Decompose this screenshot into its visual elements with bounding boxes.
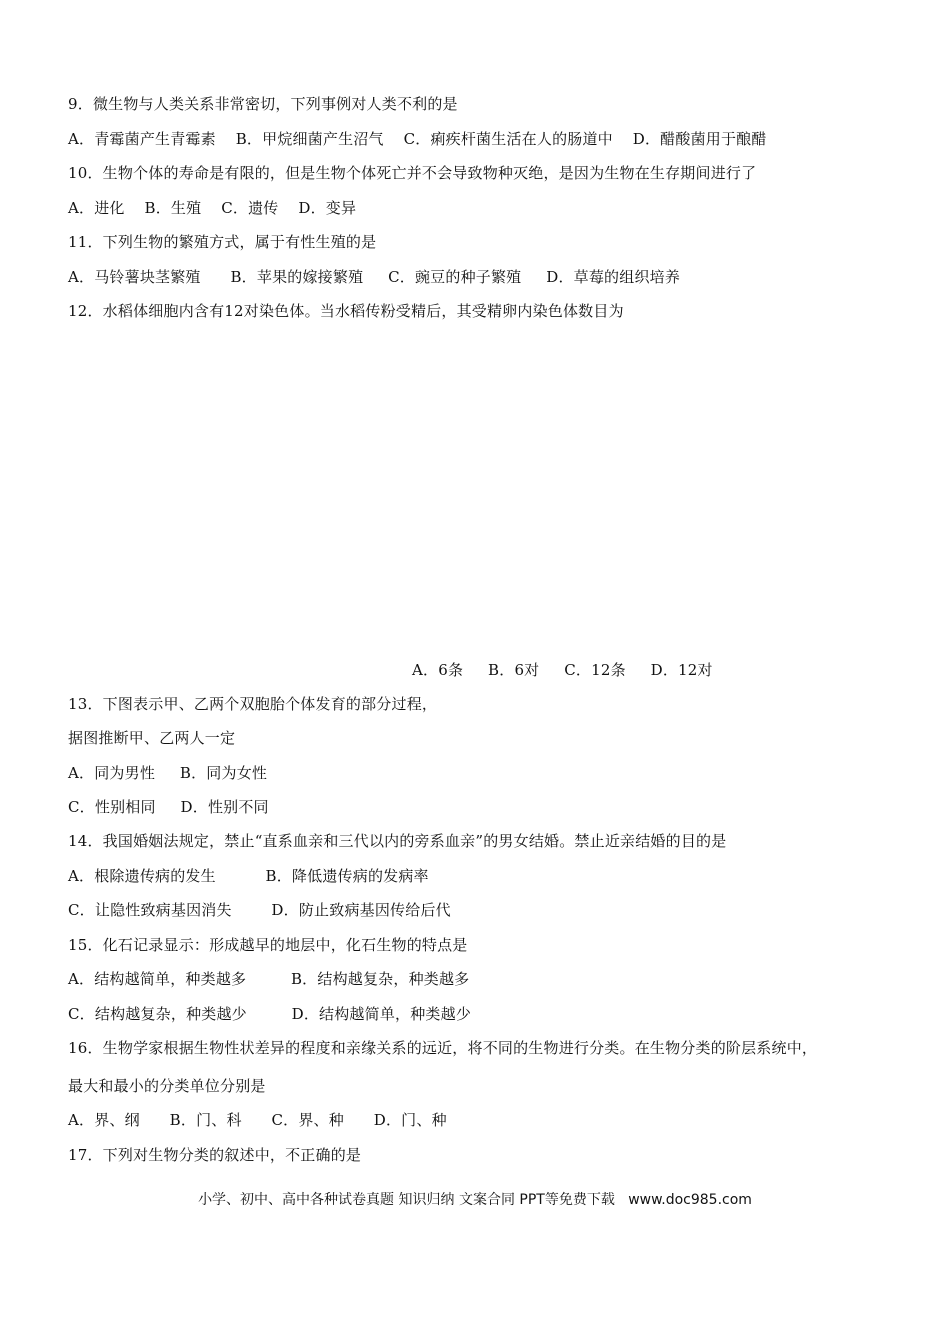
- question-9-options: A．青霉菌产生青霉素 B．甲烷细菌产生沼气 C．痢疾杆菌生活在人的肠道中 D．醋酸菌用于酿醋: [68, 130, 767, 148]
- question-15-options-ab: A．结构越简单，种类越多 B．结构越复杂，种类越多: [68, 970, 470, 988]
- question-16-stem-continued: 最大和最小的分类单位分别是: [68, 1077, 266, 1095]
- question-16-options: A．界、纲 B．门、科 C．界、种 D．门、种: [68, 1111, 447, 1129]
- question-14-options-cd: C．让隐性致病基因消失 D．防止致病基因传给后代: [68, 901, 451, 919]
- question-11-options: A．马铃薯块茎繁殖 B．苹果的嫁接繁殖 C．豌豆的种子繁殖 D．草莓的组织培养: [68, 268, 681, 286]
- question-14: 14．我国婚姻法规定，禁止“直系血亲和三代以内的旁系血亲”的男女结婚。禁止近亲结婚的目的是: [68, 832, 727, 850]
- question-16: 16．生物学家根据生物性状差异的程度和亲缘关系的远近，将不同的生物进行分类。在生物分类的阶层系统中，: [68, 1039, 818, 1057]
- question-15: 15．化石记录显示：形成越早的地层中，化石生物的特点是: [68, 936, 468, 954]
- question-10: 10．生物个体的寿命是有限的，但是生物个体死亡并不会导致物种灭绝，是因为生物在生存期间进行了: [68, 164, 757, 182]
- question-9: 9．微生物与人类关系非常密切，下列事例对人类不利的是: [68, 95, 458, 113]
- question-15-options-cd: C．结构越复杂，种类越少 D．结构越简单，种类越少: [68, 1005, 472, 1023]
- question-13-stem-continued: 据图推断甲、乙两人一定: [68, 729, 236, 747]
- question-13-options-cd: C．性别相同 D．性别不同: [68, 798, 269, 816]
- page-footer: 小学、初中、高中各种试卷真题 知识归纳 文案合同 PPT等免费下载 www.doc985.com: [198, 1192, 752, 1208]
- question-12-options: A．6条 B．6对 C．12条 D．12对: [412, 661, 713, 679]
- question-13-options-ab: A．同为男性 B．同为女性: [68, 764, 268, 782]
- question-17: 17．下列对生物分类的叙述中，不正确的是: [68, 1146, 362, 1164]
- question-12: 12．水稻体细胞内含有12对染色体。当水稻传粉受精后，其受精卵内染色体数目为: [68, 302, 624, 320]
- question-14-options-ab: A．根除遗传病的发生 B．降低遗传病的发病率: [68, 867, 429, 885]
- question-13: 13．下图表示甲、乙两个双胞胎个体发育的部分过程，: [68, 695, 438, 713]
- question-10-options: A．进化 B．生殖 C．遗传 D．变异: [68, 199, 357, 217]
- question-11: 11．下列生物的繁殖方式，属于有性生殖的是: [68, 233, 377, 251]
